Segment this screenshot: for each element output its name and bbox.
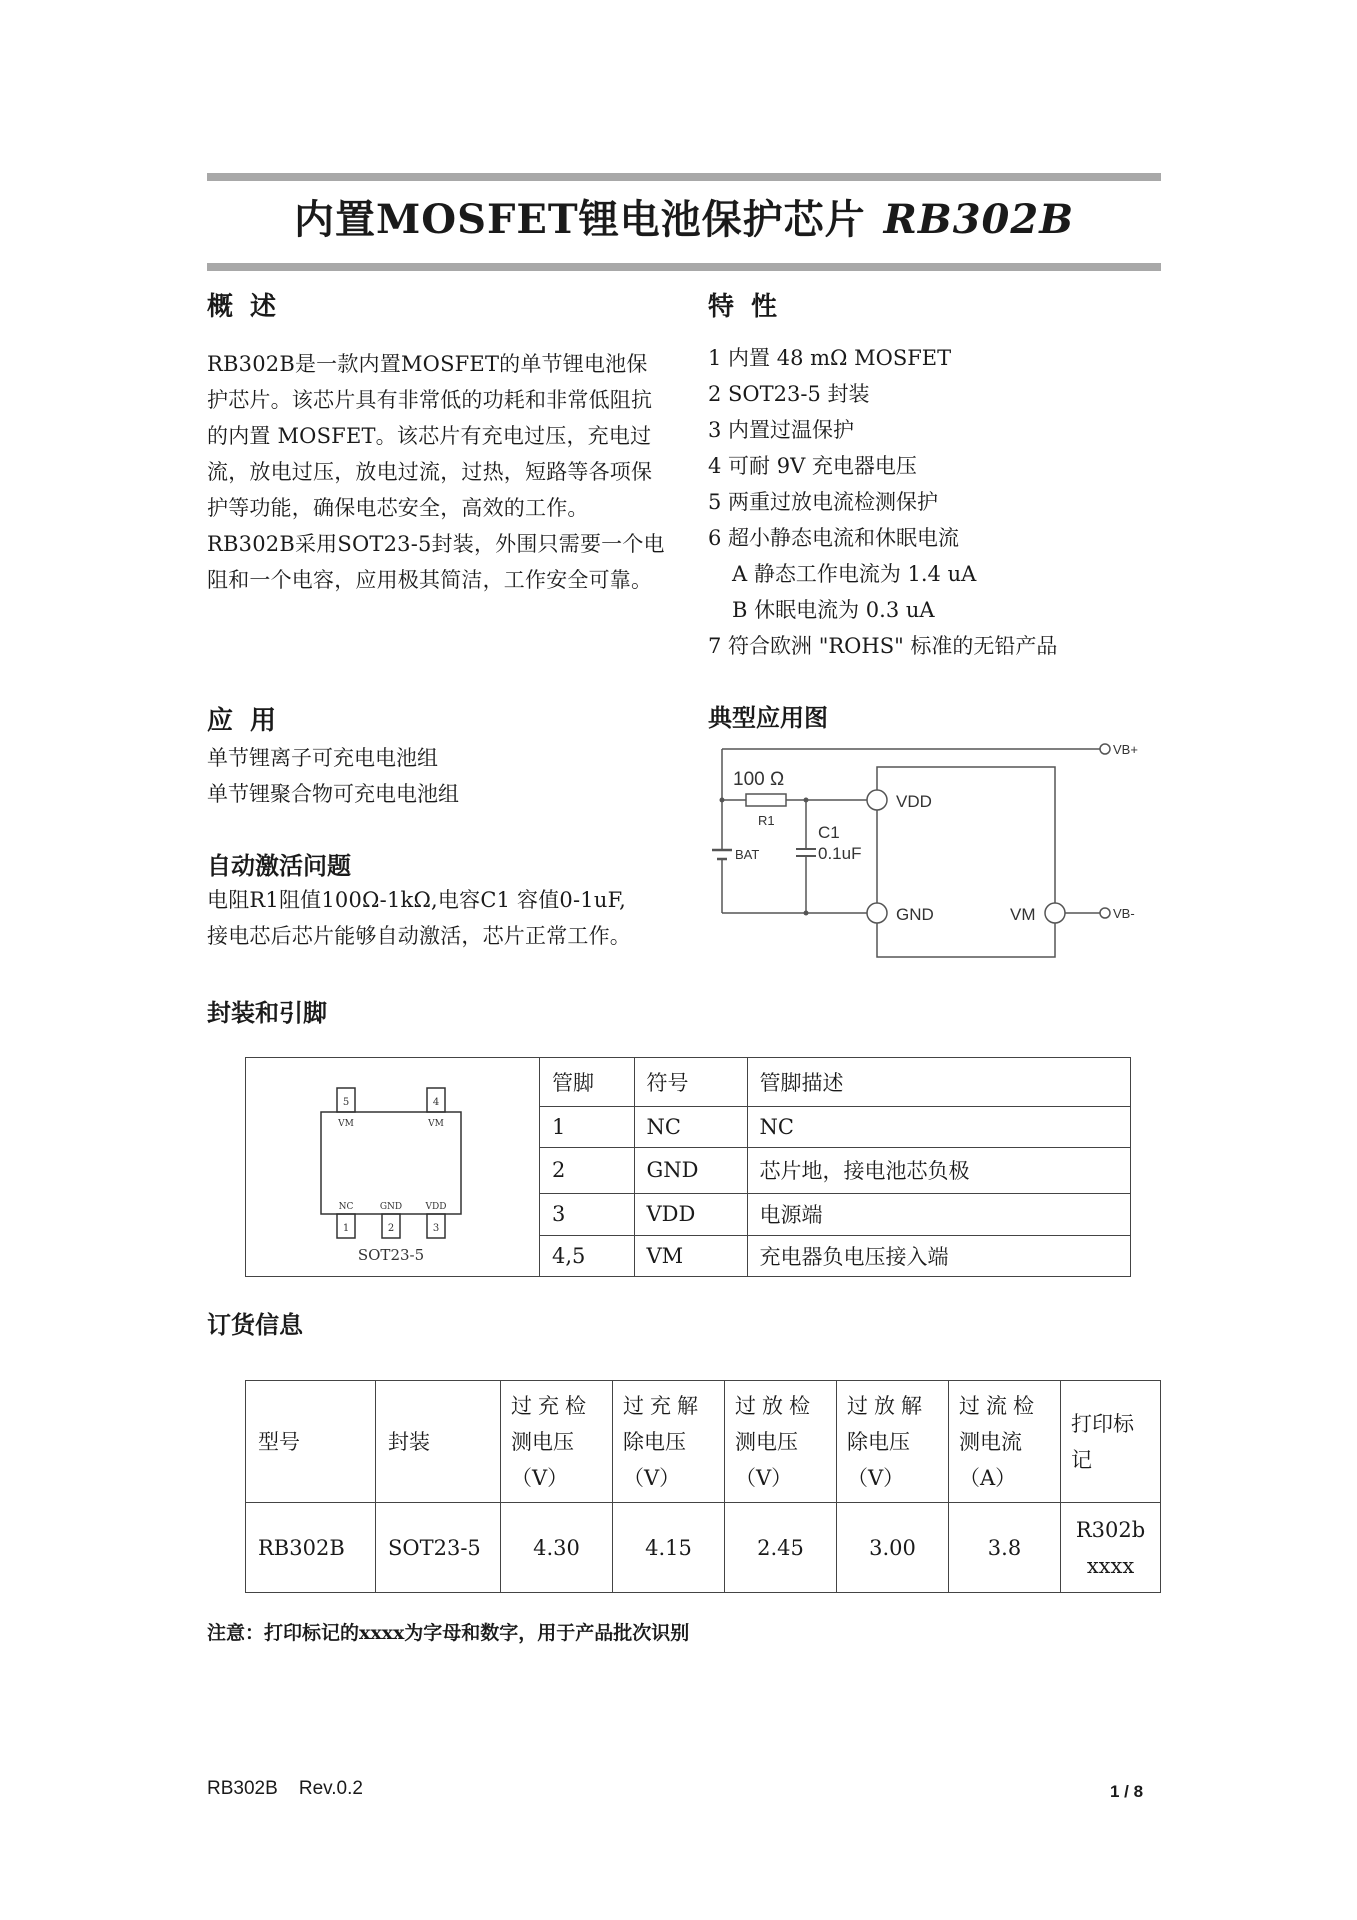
features-list xyxy=(708,340,1158,664)
ordering-note: 注意：打印标记的xxxx为字母和数字，用于产品批次识别 xyxy=(207,1622,690,1644)
autoactivate-line-1: 电阻R1阻值100Ω-1kΩ,电容C1 容值0-1uF, xyxy=(207,888,626,912)
ordering-table xyxy=(245,1380,1161,1593)
header-line: （V） xyxy=(511,1465,569,1490)
header-line: （V） xyxy=(735,1465,793,1490)
order-ovc-release: 4.15 xyxy=(613,1503,725,1593)
header-line: 记 xyxy=(1071,1447,1092,1472)
pin-table xyxy=(540,1058,1130,1277)
autoactivate-line-2: 接电芯后芯片能够自动激活，芯片正常工作。 xyxy=(207,924,631,948)
order-model: RB302B xyxy=(246,1503,376,1593)
header-line: 过充解 xyxy=(623,1393,704,1418)
order-header-package: 封装 xyxy=(376,1381,501,1503)
label-vb-minus: VB- xyxy=(1113,906,1135,921)
feature-item: 7 符合欧洲 "ROHS" 标准的无铅产品 xyxy=(708,634,1058,658)
pin-symbol: VM xyxy=(634,1235,747,1277)
order-header-mark xyxy=(1061,1381,1161,1503)
feature-item: 6 超小静态电流和休眠电流 xyxy=(708,526,960,550)
pin5-number: 5 xyxy=(342,1097,350,1108)
feature-item: 5 两重过放电流检测保护 xyxy=(708,490,939,514)
order-oc-detect: 3.8 xyxy=(949,1503,1061,1593)
order-header-model: 型号 xyxy=(246,1381,376,1503)
order-ovc-detect: 4.30 xyxy=(501,1503,613,1593)
header-desc: 管脚描述 xyxy=(747,1058,1130,1106)
header-line: （V） xyxy=(847,1465,905,1490)
ordering-heading: 订货信息 xyxy=(207,1311,303,1339)
package-heading: 封装和引脚 xyxy=(207,999,327,1027)
applications-list xyxy=(207,740,459,812)
document-title xyxy=(207,188,1161,245)
feature-item: 4 可耐 9V 充电器电压 xyxy=(708,454,917,478)
table-row xyxy=(246,1503,1161,1593)
header-line: 测电流 xyxy=(959,1429,1022,1454)
pin5-label: VM xyxy=(338,1119,354,1129)
mark-line: xxxx xyxy=(1086,1553,1135,1578)
overview-paragraph-1: RB302B是一款内置MOSFET的单节锂电池保护芯片。该芯片具有非常低的功耗和非常低阻抗的内置 MOSFET。该芯片有充电过压，充电过流，放电过压，放电过流，过热，短路等各项保护等功能，确保电芯安全，高效的工作。 xyxy=(207,352,653,520)
header-line: 打印标 xyxy=(1071,1411,1134,1436)
typical-heading: 典型应用图 xyxy=(708,704,828,732)
pin3-label: VDD xyxy=(425,1202,447,1212)
pin-desc: 电源端 xyxy=(747,1193,1130,1235)
order-header-ovc-detect xyxy=(501,1381,613,1503)
package-drawing-cell xyxy=(246,1058,540,1276)
title-bottom-rule xyxy=(207,263,1161,271)
pin-table-box xyxy=(245,1057,1131,1277)
label-c1-value: 0.1uF xyxy=(818,844,862,863)
label-c1: C1 xyxy=(818,823,840,842)
label-vm: VM xyxy=(1010,905,1036,924)
feature-subitem: B 休眠电流为 0.3 uA xyxy=(732,598,935,622)
table-row xyxy=(540,1106,1130,1147)
header-line: 过流检 xyxy=(959,1393,1040,1418)
footer-page-number: 1 / 8 xyxy=(1110,1782,1144,1801)
features-heading: 特 性 xyxy=(708,292,782,322)
label-resistor-value: 100 Ω xyxy=(733,769,785,790)
label-vdd: VDD xyxy=(896,792,932,811)
feature-subitem: A 静态工作电流为 1.4 uA xyxy=(732,562,977,586)
typical-application-circuit xyxy=(700,735,1160,970)
pin2-label: GND xyxy=(379,1202,403,1212)
header-line: （V） xyxy=(623,1465,681,1490)
pin-number: 3 xyxy=(540,1193,634,1235)
order-package: SOT23-5 xyxy=(376,1503,501,1593)
label-r1: R1 xyxy=(758,813,775,828)
pin-desc: 充电器负电压接入端 xyxy=(747,1235,1130,1277)
overview-paragraph-2: RB302B采用SOT23-5封装，外围只需要一个电阻和一个电容，应用极其简洁，工作安全可靠。 xyxy=(207,532,665,592)
pin4-number: 4 xyxy=(432,1097,440,1108)
label-bat: BAT xyxy=(735,847,760,862)
pin1-label: NC xyxy=(338,1202,354,1212)
header-symbol: 符号 xyxy=(634,1058,747,1106)
order-header-od-detect xyxy=(725,1381,837,1503)
table-row xyxy=(540,1147,1130,1193)
order-header-ovc-release xyxy=(613,1381,725,1503)
autoactivate-text xyxy=(207,882,687,954)
order-od-detect: 2.45 xyxy=(725,1503,837,1593)
header-pin: 管脚 xyxy=(540,1058,634,1106)
header-line: 除电压 xyxy=(847,1429,910,1454)
pin-desc: NC xyxy=(747,1106,1130,1147)
title-text: 内置MOSFET锂电池保护芯片 xyxy=(293,196,866,243)
table-row xyxy=(540,1193,1130,1235)
mark-line: R302b xyxy=(1075,1517,1146,1542)
pin-number: 1 xyxy=(540,1106,634,1147)
pin-desc: 芯片地，接电池芯负极 xyxy=(747,1147,1130,1193)
feature-item: 3 内置过温保护 xyxy=(708,418,855,442)
sot23-package-drawing xyxy=(306,1068,486,1268)
header-line: （A） xyxy=(959,1465,1017,1490)
label-gnd: GND xyxy=(896,905,934,924)
title-model: RB302B xyxy=(883,196,1075,243)
overview-heading: 概 述 xyxy=(207,292,281,322)
header-line: 过充检 xyxy=(511,1393,592,1418)
feature-item: 1 内置 48 mΩ MOSFET xyxy=(708,346,952,370)
autoactivate-heading: 自动激活问题 xyxy=(207,852,351,880)
footer-left: RB302B Rev.0.2 xyxy=(207,1778,363,1799)
top-rule xyxy=(207,173,1161,181)
order-mark xyxy=(1061,1503,1161,1593)
pin4-label: VM xyxy=(428,1119,444,1129)
pin-symbol: NC xyxy=(634,1106,747,1147)
header-line: 过放检 xyxy=(735,1393,816,1418)
pin3-number: 3 xyxy=(432,1223,440,1234)
feature-item: 2 SOT23-5 封装 xyxy=(708,382,870,406)
order-od-release: 3.00 xyxy=(837,1503,949,1593)
header-line: 过放解 xyxy=(847,1393,928,1418)
order-header-od-release xyxy=(837,1381,949,1503)
order-header-oc-detect xyxy=(949,1381,1061,1503)
pin-symbol: GND xyxy=(634,1147,747,1193)
pin-symbol: VDD xyxy=(634,1193,747,1235)
pin-number: 2 xyxy=(540,1147,634,1193)
label-vb-plus: VB+ xyxy=(1113,742,1138,757)
applications-heading: 应 用 xyxy=(207,706,281,736)
package-name: SOT23-5 xyxy=(357,1246,425,1264)
pin-table-header xyxy=(540,1058,1130,1106)
table-row xyxy=(540,1235,1130,1277)
ordering-header-row xyxy=(246,1381,1161,1503)
header-line: 除电压 xyxy=(623,1429,686,1454)
pin-number: 4,5 xyxy=(540,1235,634,1277)
application-item: 单节锂聚合物可充电电池组 xyxy=(207,782,459,806)
pin1-number: 1 xyxy=(342,1223,350,1234)
pin2-number: 2 xyxy=(387,1223,395,1234)
header-line: 测电压 xyxy=(511,1429,574,1454)
overview-text xyxy=(207,346,667,598)
header-line: 测电压 xyxy=(735,1429,798,1454)
application-item: 单节锂离子可充电电池组 xyxy=(207,746,438,770)
